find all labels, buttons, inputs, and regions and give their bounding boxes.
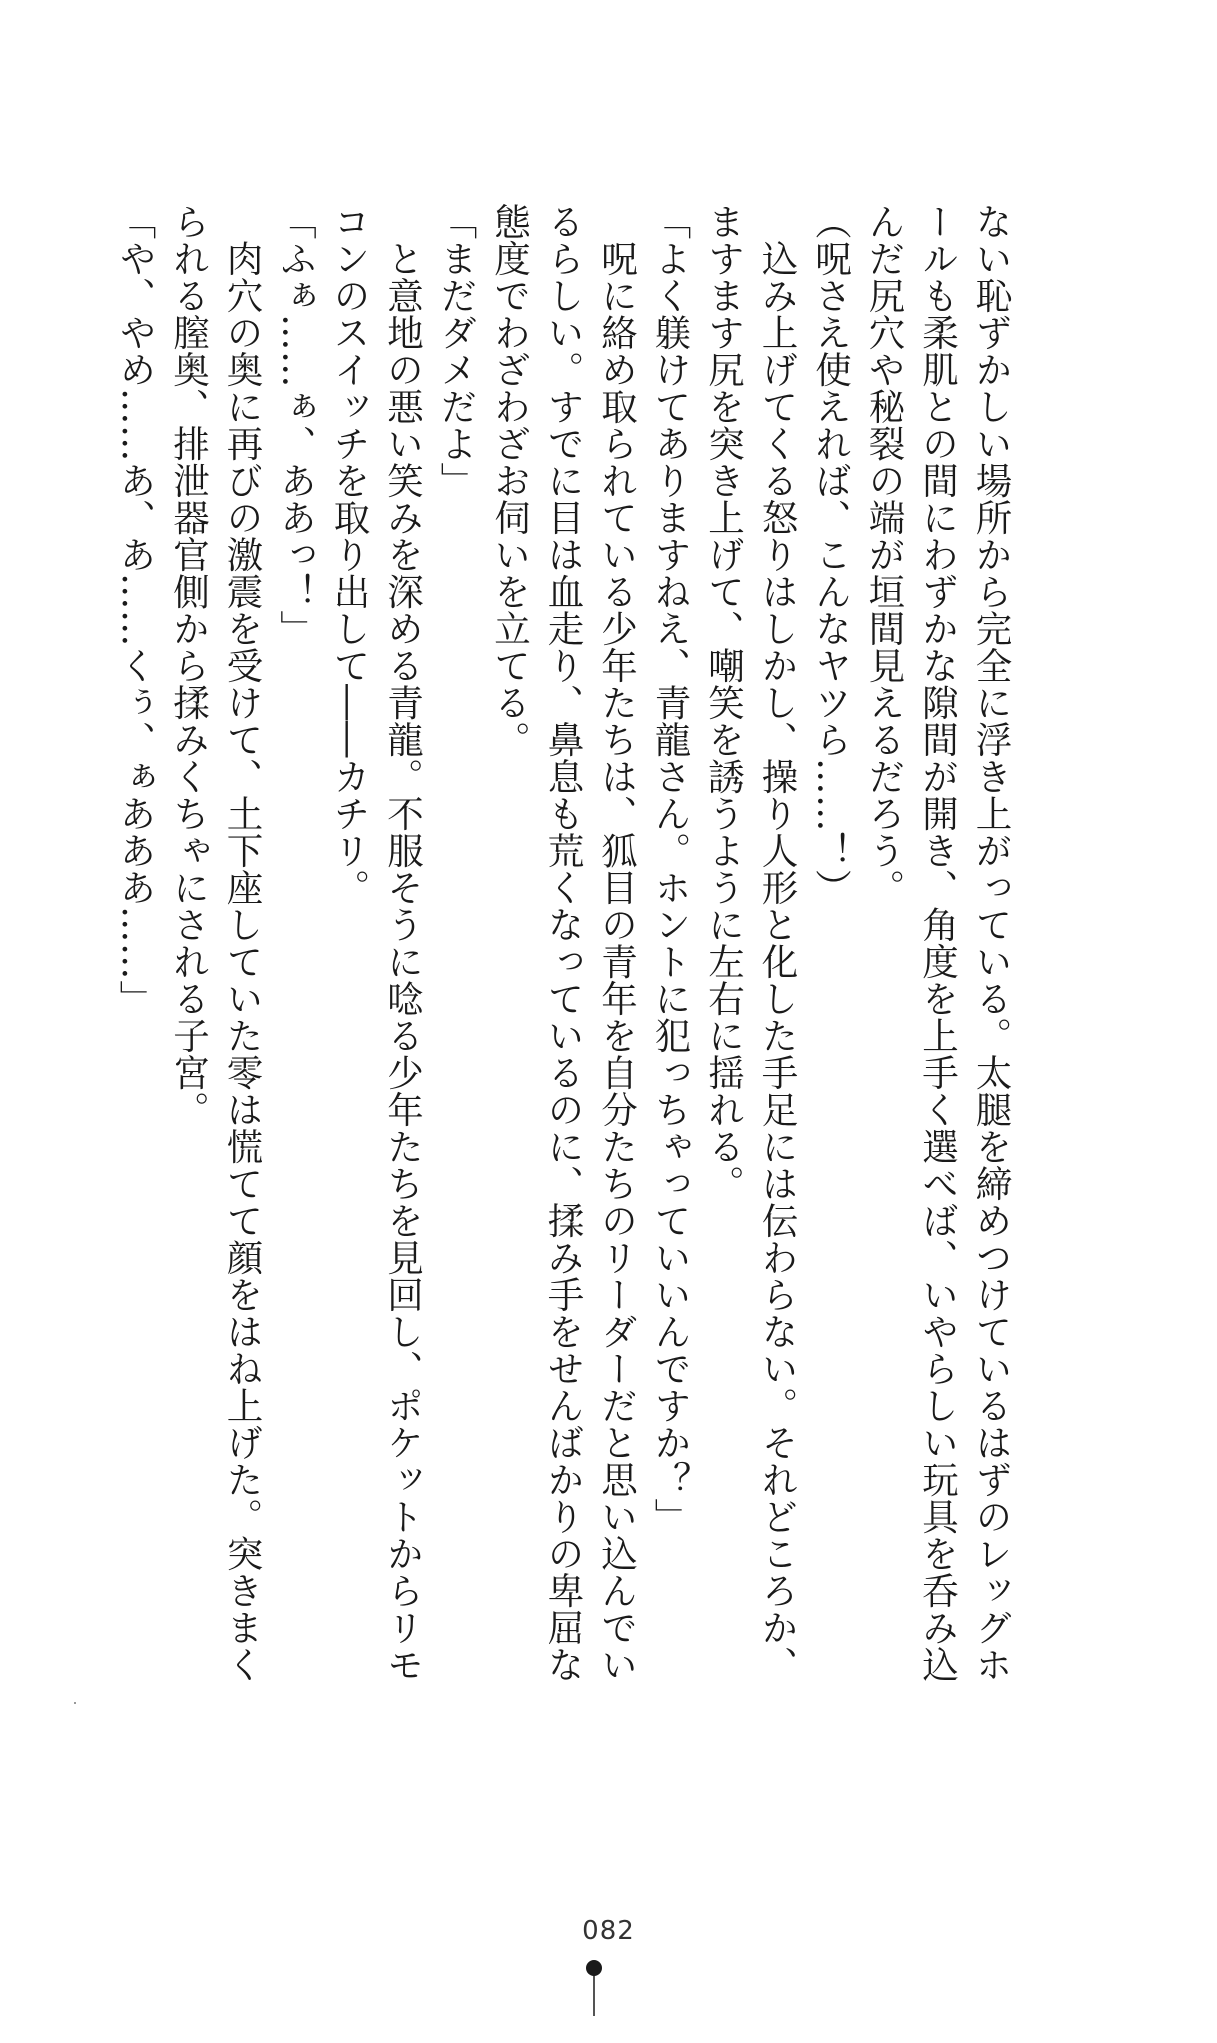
text-line: 態度でわざわざお伺いを立てる。: [488, 203, 532, 758]
text-line: コンのスイッチを取り出して――カチリ。: [328, 203, 371, 906]
text-line: 「や、やめ……あ、あ……くぅ、ぁあああ……」: [114, 203, 157, 1017]
text-line: ない恥ずかしい場所から完全に浮き上がっている。太腿を締めつけているはずのレッグホ: [970, 203, 1013, 1683]
text-line: 肉穴の奥に再びの激震を受けて、土下座していた零は慌てて顔をはね上げた。突きまく: [221, 203, 264, 1683]
vertical-body-text: [114, 203, 1018, 1683]
text-line: んだ尻穴や秘裂の端が垣間見えるだろう。: [863, 203, 906, 906]
text-line: と意地の悪い笑みを深める青龍。不服そうに唸る少年たちを見回し、ポケットからリモ: [381, 203, 425, 1683]
text-line: ールも柔肌との間にわずかな隙間が開き、角度を上手く選べば、いやらしい玩具を呑み込: [916, 203, 960, 1683]
scan-speck: [74, 1702, 76, 1704]
text-line: ますます尻を突き上げて、嘲笑を誘うように左右に揺れる。: [702, 203, 746, 1202]
pin-ornament-icon: [584, 1958, 604, 2018]
page-number: 082: [582, 1916, 635, 1946]
text-line: るらしい。すでに目は血走り、鼻息も荒くなっているのに、揉み手をせんばかりの卑屈な: [542, 203, 585, 1683]
text-line: 「まだダメだよ」: [435, 203, 478, 499]
text-line: 「よく躾けてありますねえ、青龍さん。ホントに犯っちゃっていいんですか？」: [649, 203, 692, 1535]
text-line: 「ふぁ……ぁ、ああっ！」: [274, 203, 318, 647]
text-line: 呪に絡め取られている少年たちは、狐目の青年を自分たちのリーダーだと思い込んでい: [595, 203, 639, 1683]
text-line: られる膣奥、排泄器官側から揉みくちゃにされる子宮。: [167, 203, 211, 1128]
text-line: （呪さえ使えれば、こんなヤツら……！）: [809, 203, 853, 906]
text-line: 込み上げてくる怒りはしかし、操り人形と化した手足には伝わらない。それどころか、: [756, 203, 799, 1683]
